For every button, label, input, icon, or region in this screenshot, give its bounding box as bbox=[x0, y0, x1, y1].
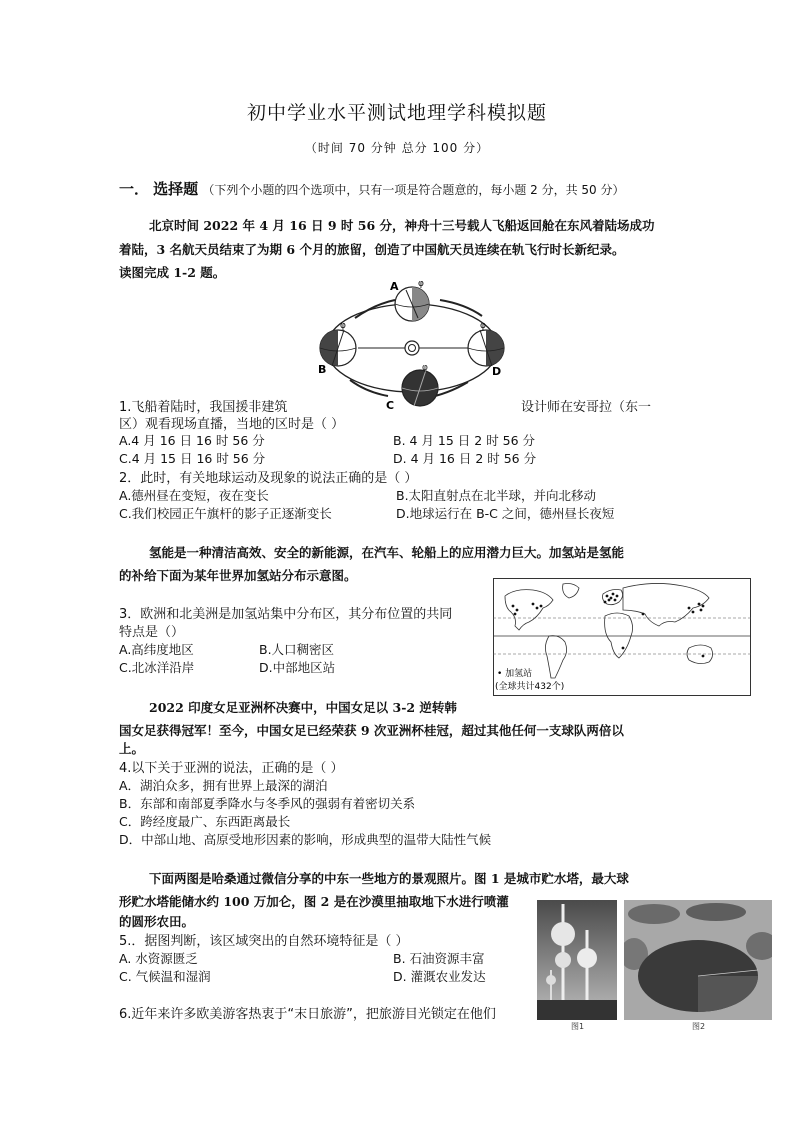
q5-option-d[interactable]: D. 灌溉农业发达 bbox=[393, 969, 486, 984]
q3-stem-line-1: 3．欧洲和北美洲是加氢站集中分布区，其分布位置的共同 bbox=[119, 607, 453, 622]
q2-option-a[interactable]: A.德州昼在变短，夜在变长 bbox=[119, 488, 269, 503]
earth-position-c bbox=[402, 370, 438, 406]
q4-option-b[interactable]: B．东部和南部夏季降水与冬季风的强弱有着密切关系 bbox=[119, 796, 416, 811]
passage-3-line-1: 2022 印度女足亚洲杯决赛中，中国女足以 3-2 逆转韩 bbox=[149, 700, 457, 715]
q5-option-b[interactable]: B. 石油资源丰富 bbox=[393, 951, 485, 966]
passage-1-line-2: 着陆，3 名航天员结束了为期 6 个月的旅留，创造了中国航天员连续在轨飞行时长新纪录。 bbox=[119, 242, 625, 257]
passage-2-line-2: 的补给下面为某年世界加氢站分布示意图。 bbox=[119, 568, 357, 583]
earth-position-d bbox=[468, 330, 504, 366]
section-header bbox=[119, 178, 624, 199]
axis-symbol-a: φ bbox=[418, 279, 424, 289]
q2-option-b[interactable]: B.太阳直射点在北半球，并向北移动 bbox=[396, 488, 597, 503]
q5-stem: 5.．据图判断，该区域突出的自然环境特征是（ ） bbox=[119, 934, 409, 949]
q1-option-b[interactable]: B. 4 月 15 日 2 时 56 分 bbox=[393, 433, 536, 448]
orbit-label-b: B bbox=[318, 363, 327, 376]
axis-symbol-c: φ bbox=[422, 363, 428, 373]
map-legend-total: (全球共计432个) bbox=[495, 682, 565, 692]
water-tower-photo bbox=[537, 900, 617, 1030]
q4-option-a[interactable]: A．湖泊众多，拥有世界上最深的湖泊 bbox=[119, 778, 328, 793]
q2-option-c[interactable]: C.我们校园正午旗杆的影子正逐渐变长 bbox=[119, 506, 332, 521]
q4-option-d[interactable]: D．中部山地、高原受地形因素的影响，形成典型的温带大陆性气候 bbox=[119, 832, 492, 847]
passage-4-line-1: 下面两图是哈桑通过微信分享的中东一些地方的景观照片。图 1 是城市贮水塔，最大球 bbox=[149, 871, 629, 886]
circular-farmland-photo bbox=[624, 900, 772, 1030]
q3-option-a[interactable]: A.高纬度地区 bbox=[119, 642, 194, 657]
orbit-label-c: C bbox=[386, 399, 395, 412]
axis-symbol-d: φ bbox=[480, 321, 486, 331]
q1-option-d[interactable]: D. 4 月 16 日 2 时 56 分 bbox=[393, 451, 537, 466]
passage-2-line-1: 氢能是一种清洁高效、安全的新能源，在汽车、轮船上的应用潜力巨大。加氢站是氢能 bbox=[149, 545, 625, 560]
photo-caption-fig2: 图2 bbox=[692, 1022, 706, 1030]
page-subtitle: （时间 70 分钟 总分 100 分） bbox=[304, 141, 490, 155]
earth-position-a bbox=[395, 287, 429, 321]
section-name: 选择题 bbox=[153, 180, 199, 198]
map-legend-symbol: • 加氢站 bbox=[497, 669, 533, 679]
orbit-label-a: A bbox=[390, 280, 399, 293]
page-title: 初中学业水平测试地理学科模拟题 bbox=[246, 102, 547, 124]
section-number: 一． bbox=[119, 180, 150, 198]
q1-option-c[interactable]: C.4 月 15 日 16 时 56 分 bbox=[119, 451, 266, 466]
earth-orbit-diagram bbox=[300, 278, 530, 414]
earth-position-b bbox=[320, 330, 356, 366]
passage-4-line-3: 的圆形农田。 bbox=[119, 914, 195, 929]
passage-1-line-3: 读图完成 1-2 题。 bbox=[119, 265, 226, 280]
sun-symbol bbox=[405, 341, 419, 355]
q2-stem: 2．此时，有关地球运动及现象的说法正确的是（ ） bbox=[119, 471, 418, 486]
axis-symbol-b: φ bbox=[340, 321, 346, 331]
q4-option-c[interactable]: C．跨经度最广、东西距离最长 bbox=[119, 814, 291, 829]
passage-3-line-3: 上。 bbox=[119, 741, 145, 756]
section-note: （下列个小题的四个选项中，只有一项是符合题意的，每小题 2 分，共 50 分） bbox=[202, 183, 625, 197]
q6-stem: 6.近年来许多欧美游客热衷于“末日旅游”，把旅游目光锁定在他们 bbox=[119, 1007, 496, 1022]
orbit-label-d: D bbox=[492, 365, 502, 378]
q3-option-c[interactable]: C.北冰洋沿岸 bbox=[119, 660, 195, 675]
q5-option-a[interactable]: A. 水资源匮乏 bbox=[119, 951, 198, 966]
photo-caption-fig1: 图1 bbox=[571, 1022, 585, 1030]
q1-stem-line-2: 区）观看现场直播，当地的区时是（ ） bbox=[119, 417, 345, 432]
q3-option-d[interactable]: D.中部地区站 bbox=[259, 660, 336, 675]
q4-stem: 4.以下关于亚洲的说法，正确的是（ ） bbox=[119, 761, 344, 776]
orbit-arrow bbox=[355, 300, 395, 318]
hydrogen-station-world-map bbox=[493, 578, 751, 696]
passage-3-line-2: 国女足获得冠军！至今，中国女足已经荣获 9 次亚洲杯桂冠，超过其他任何一支球队两倍以 bbox=[119, 723, 624, 738]
q2-option-d[interactable]: D.地球运行在 B-C 之间，德州昼长夜短 bbox=[396, 506, 615, 521]
q1-stem-right: 设计师在安哥拉（东一 bbox=[521, 400, 652, 415]
q3-option-b[interactable]: B.人口稠密区 bbox=[259, 642, 335, 657]
q5-option-c[interactable]: C. 气候温和湿润 bbox=[119, 969, 211, 984]
q1-stem-left: 1.飞船着陆时，我国援非建筑 bbox=[119, 400, 288, 415]
q3-stem-line-2: 特点是（） bbox=[119, 625, 185, 640]
passage-4-line-2: 形贮水塔能储水约 100 万加仑，图 2 是在沙漠里抽取地下水进行喷灌 bbox=[119, 894, 509, 909]
orbit-arrow bbox=[350, 380, 388, 396]
q1-option-a[interactable]: A.4 月 16 日 16 时 56 分 bbox=[119, 433, 265, 448]
passage-1-line-1: 北京时间 2022 年 4 月 16 日 9 时 56 分，神舟十三号载人飞船返回舱在东风着陆场成功 bbox=[149, 218, 655, 233]
